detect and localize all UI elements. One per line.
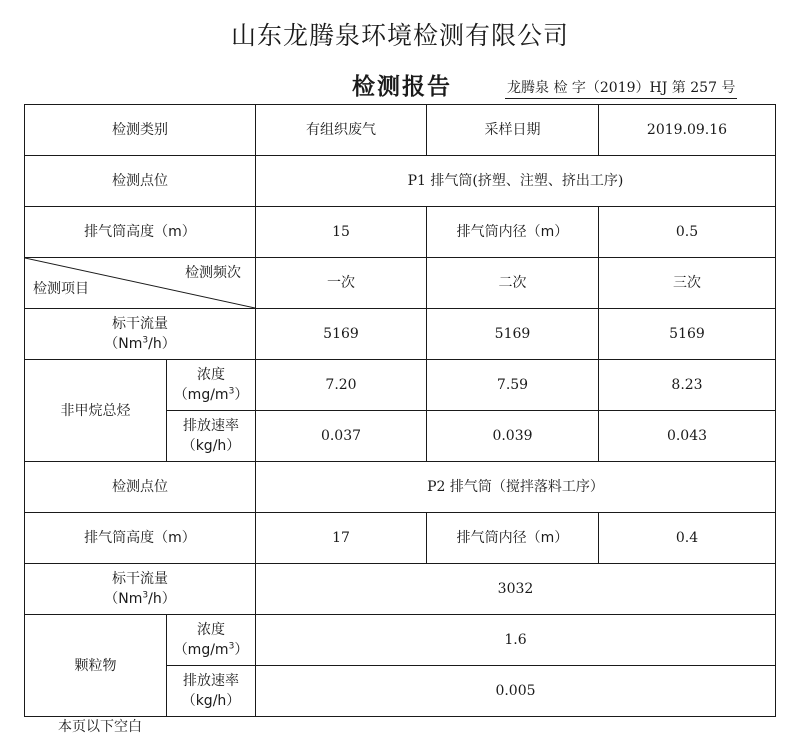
p2-rate-value: 0.005 — [256, 666, 776, 717]
sampling-date-value: 2019.09.16 — [599, 105, 776, 156]
report-title: 检测报告 — [352, 74, 452, 100]
test-category-label: 检测类别 — [25, 105, 256, 156]
p1-rate-value-3: 0.043 — [599, 411, 776, 462]
table-row — [25, 105, 776, 156]
p2-conc-label: 浓度 $(mg/m^3)$ — [167, 615, 256, 666]
sampling-date-label: 采样日期 — [427, 105, 599, 156]
company-name: 山东龙腾泉环境检测有限公司 — [230, 21, 569, 50]
p1-height-value: 15 — [256, 207, 427, 258]
p1-flow-value-2: 5169 — [427, 309, 599, 360]
p1-rate-value-2: 0.039 — [427, 411, 599, 462]
p1-pollutant-name: 非甲烷总烃 — [25, 360, 167, 462]
p2-flow-label: 标干流量 （Nm$^3$/h） — [25, 564, 256, 615]
table-row — [25, 258, 776, 309]
p2-diameter-value: 0.4 — [599, 513, 776, 564]
time-2-label: 二次 — [427, 258, 599, 309]
time-1-label: 一次 — [256, 258, 427, 309]
test-category-value: 有组织废气 — [256, 105, 427, 156]
item-label: 检测项目 — [33, 281, 89, 297]
page-end-note: 本页以下空白 — [58, 719, 142, 735]
p1-rate-label: 排放速率 （kg/h） — [167, 411, 256, 462]
table-row — [25, 156, 776, 207]
p1-diameter-value: 0.5 — [599, 207, 776, 258]
table-row — [25, 615, 776, 666]
p1-rate-value-1: 0.037 — [256, 411, 427, 462]
frequency-label: 检测频次 — [185, 265, 241, 281]
p2-point-value: P2 排气筒（搅拌落料工序） — [256, 462, 776, 513]
p1-point-label: 检测点位 — [25, 156, 256, 207]
p1-point-value: P1 排气筒(挤塑、注塑、挤出工序) — [256, 156, 776, 207]
table-row — [25, 207, 776, 258]
p1-conc-value-1: 7.20 — [256, 360, 427, 411]
table-row — [25, 462, 776, 513]
table-row — [25, 564, 776, 615]
p2-flow-value: 3032 — [256, 564, 776, 615]
report-number: 龙腾泉 检 字（2019）HJ 第 257 号 — [505, 77, 737, 99]
test-results-table — [24, 104, 776, 717]
p2-pollutant-name: 颗粒物 — [25, 615, 167, 717]
p1-conc-label: 浓度 $(mg/m^3)$ — [167, 360, 256, 411]
p1-flow-value-3: 5169 — [599, 309, 776, 360]
p2-point-label: 检测点位 — [25, 462, 256, 513]
p1-height-label: 排气筒高度（m） — [25, 207, 256, 258]
p2-conc-value: 1.6 — [256, 615, 776, 666]
diagonal-header-cell — [25, 258, 256, 309]
p1-conc-value-2: 7.59 — [427, 360, 599, 411]
p1-flow-label: 标干流量 （Nm$^3$/h） — [25, 309, 256, 360]
p1-conc-value-3: 8.23 — [599, 360, 776, 411]
p2-rate-label: 排放速率 （kg/h） — [167, 666, 256, 717]
p1-flow-value-1: 5169 — [256, 309, 427, 360]
table-row — [25, 360, 776, 411]
time-3-label: 三次 — [599, 258, 776, 309]
p2-height-label: 排气筒高度（m） — [25, 513, 256, 564]
table-row — [25, 513, 776, 564]
p2-height-value: 17 — [256, 513, 427, 564]
p1-diameter-label: 排气筒内径（m） — [427, 207, 599, 258]
table-row — [25, 309, 776, 360]
p2-diameter-label: 排气筒内径（m） — [427, 513, 599, 564]
